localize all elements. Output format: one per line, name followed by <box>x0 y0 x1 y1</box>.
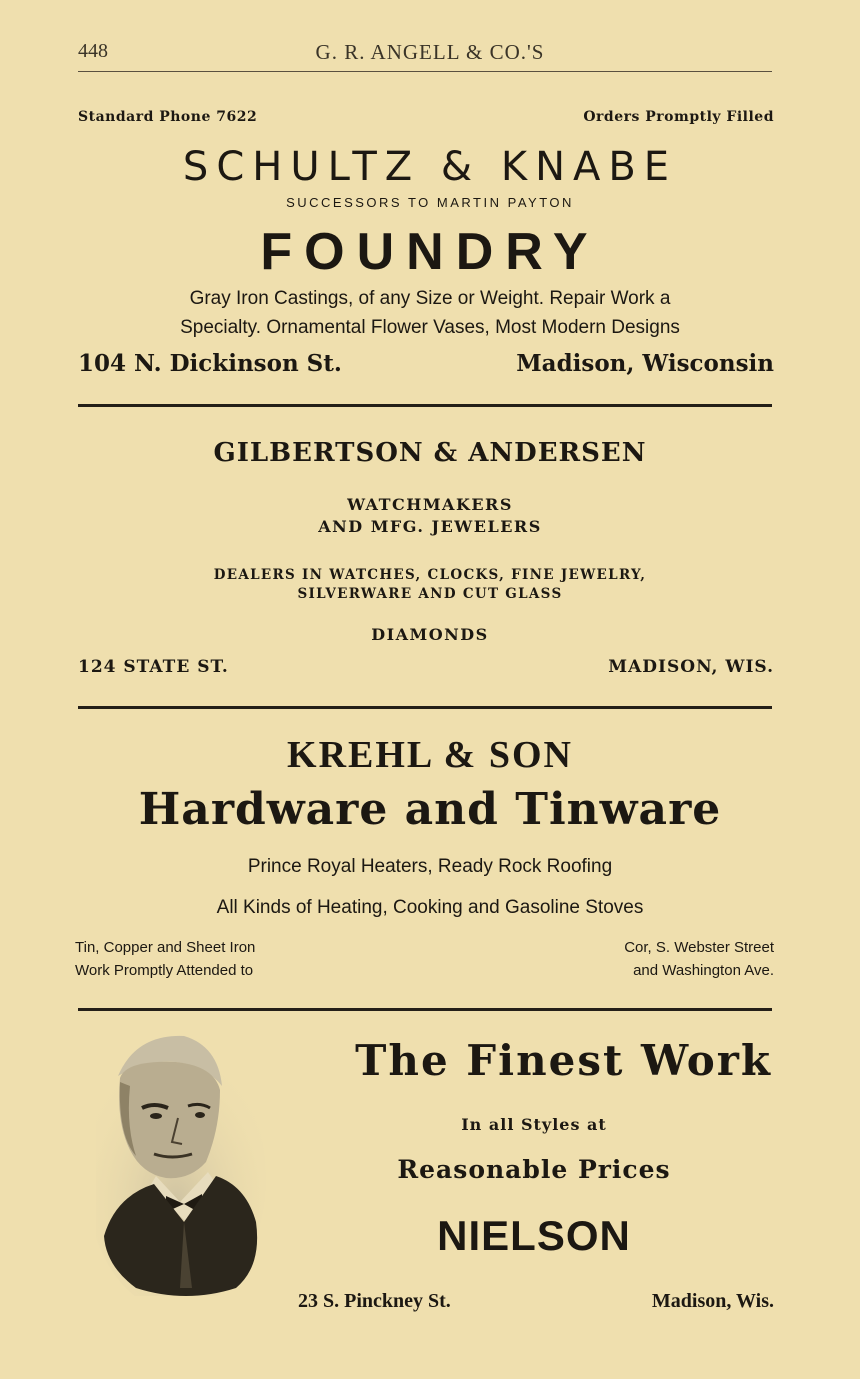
sk-successors: SUCCESSORS TO MARTIN PAYTON <box>286 195 574 210</box>
ks-line1: Prince Royal Heaters, Ready Rock Roofing <box>247 856 613 877</box>
sk-phone: Standard Phone 7622 <box>78 109 258 125</box>
divider-rule <box>78 404 772 407</box>
ks-left-note <box>75 936 255 982</box>
portrait-photo-icon <box>96 1026 268 1296</box>
ga-dealers-line1: DEALERS IN WATCHES, CLOCKS, FINE JEWELRY, <box>213 567 647 583</box>
ks-company-name: KREHL & SON <box>287 734 573 776</box>
divider-rule <box>78 706 772 709</box>
ga-city: MADISON, WIS. <box>608 657 774 677</box>
ga-trade <box>0 494 860 538</box>
ks-right-line1: Cor, S. Webster Street <box>624 939 774 956</box>
nl-prices: Reasonable Prices <box>397 1155 671 1184</box>
nl-subheading: In all Styles at <box>461 1115 607 1134</box>
ga-dealers <box>0 566 860 604</box>
nl-address: 23 S. Pinckney St. <box>298 1290 451 1312</box>
ks-right-note <box>624 936 774 982</box>
sk-company-name: SCHULTZ & KNABE <box>182 144 678 190</box>
nl-headline: The Finest Work <box>355 1036 772 1085</box>
ga-diamonds: DIAMONDS <box>371 625 489 644</box>
nl-city: Madison, Wis. <box>651 1290 774 1312</box>
sk-headline: FOUNDRY <box>260 223 600 281</box>
ks-left-line1: Tin, Copper and Sheet Iron <box>75 939 256 956</box>
sk-orders: Orders Promptly Filled <box>583 109 774 125</box>
sk-description-line1: Gray Iron Castings, of any Size or Weight. Repair Work a <box>189 288 671 309</box>
ks-left-line2: Work Promptly Attended to <box>75 962 254 979</box>
ga-trade-line1: WATCHMAKERS <box>347 495 513 514</box>
sk-address: 104 N. Dickinson St. <box>78 350 342 377</box>
ga-trade-line2: AND MFG. JEWELERS <box>318 517 542 536</box>
divider-rule <box>78 1008 772 1011</box>
sk-description <box>0 284 860 342</box>
sk-description-line2: Specialty. Ornamental Flower Vases, Most Modern Designs <box>180 317 680 338</box>
page-header-title: G. R. ANGELL & CO.'S <box>315 40 545 64</box>
sk-city: Madison, Wisconsin <box>516 350 774 377</box>
ks-line2: All Kinds of Heating, Cooking and Gasoline Stoves <box>216 897 644 918</box>
ks-headline: Hardware and Tinware <box>138 784 722 835</box>
header-rule <box>78 71 772 72</box>
ks-right-line2: and Washington Ave. <box>633 962 774 979</box>
page-number: 448 <box>78 40 108 62</box>
ga-company-name: GILBERTSON & ANDERSEN <box>213 438 647 468</box>
ga-address: 124 STATE ST. <box>78 657 229 677</box>
ga-dealers-line2: SILVERWARE AND CUT GLASS <box>297 586 563 602</box>
nl-company-name: NIELSON <box>437 1212 631 1259</box>
